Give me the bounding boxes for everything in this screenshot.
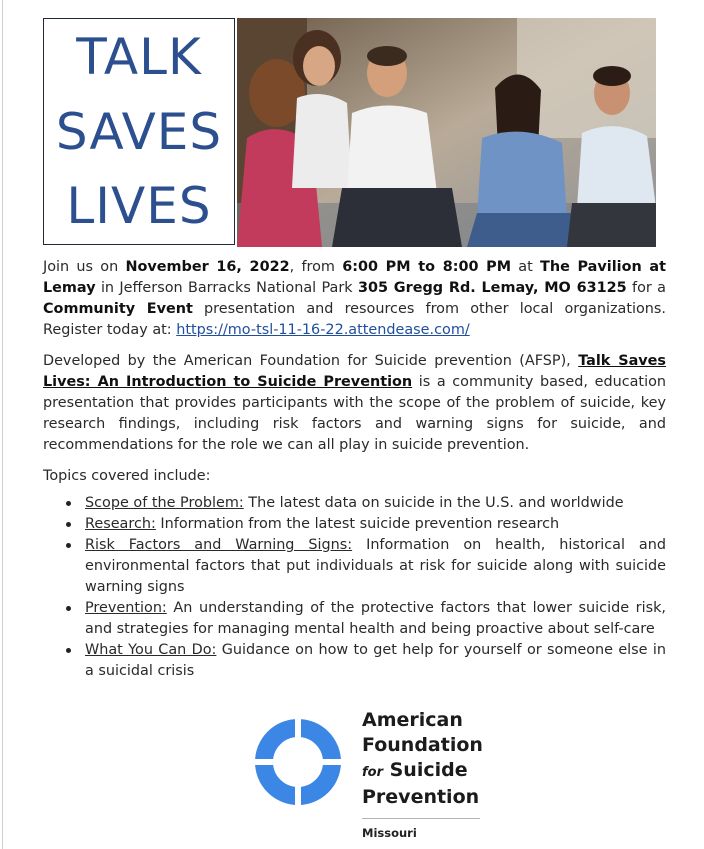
intro-text-2: , from: [289, 259, 343, 275]
logo-line-4: Prevention: [362, 786, 480, 808]
description-text-2: is a community based, education presentation that provides participants with the scope of the problem of suicide, key research findings, including risk factors and warning signs for suicide, and recommendations for the role we can all play in suicide prevention.: [43, 374, 666, 453]
list-item: [85, 598, 666, 640]
title-box: [43, 18, 235, 245]
afsp-logo: [252, 708, 492, 848]
page-edge-rule: [2, 0, 3, 849]
topic-text: Information from the latest suicide prevention research: [155, 516, 560, 532]
topic-text: An understanding of the protective factors that lower suicide risk, and strategies for managing mental health and being proactive about self-care: [85, 600, 666, 637]
event-venue: The Pavilion at Lemay: [43, 259, 666, 296]
intro-text-5: for a: [626, 280, 666, 296]
life-ring-icon: [252, 716, 344, 808]
list-item: [85, 493, 666, 514]
topic-text: Information on health, historical and environmental factors that put individuals at risk for suicide along with suicide warning signs: [85, 537, 666, 595]
program-title: Talk Saves Lives: An Introduction to Suicide Prevention: [43, 353, 667, 390]
title-line-talk: TALK: [76, 28, 202, 86]
register-link[interactable]: https://mo-tsl-11-16-22.attendease.com/: [176, 322, 470, 338]
topic-title: What You Can Do:: [85, 642, 217, 658]
event-address: 305 Gregg Rd. Lemay, MO 63125: [357, 280, 627, 296]
list-item: [85, 514, 666, 535]
logo-divider: [362, 818, 480, 819]
event-date: November 16, 2022: [125, 259, 290, 275]
title-line-lives: LIVES: [66, 177, 212, 235]
topic-title: Risk Factors and Warning Signs:: [85, 537, 353, 553]
description-paragraph: [43, 351, 666, 456]
logo-state: Missouri: [362, 826, 417, 840]
description-text-1: Developed by the American Foundation for Suicide prevention (AFSP),: [43, 353, 579, 369]
intro-text-1: Join us on: [43, 259, 126, 275]
logo-line-1: American: [362, 709, 463, 731]
list-item: [85, 640, 666, 682]
logo-line-3: [362, 758, 492, 785]
logo-line-2: Foundation: [362, 734, 483, 756]
intro-text-4: in Jefferson Barracks National Park: [95, 280, 358, 296]
logo-suicide: Suicide: [383, 759, 468, 781]
flyer-body: [43, 257, 666, 682]
topic-text: The latest data on suicide in the U.S. and worldwide: [243, 495, 624, 511]
topics-intro: Topics covered include:: [43, 468, 211, 484]
topic-title: Scope of the Problem:: [85, 495, 244, 511]
topic-title: Prevention:: [85, 600, 167, 616]
topic-text: Guidance on how to get help for yourself or someone else in a suicidal crisis: [85, 642, 666, 679]
event-time: 6:00 PM to 8:00 PM: [342, 259, 512, 275]
list-item: [85, 535, 666, 598]
logo-for: for: [362, 765, 383, 780]
group-photo: [237, 18, 656, 247]
topics-list: [43, 493, 666, 682]
intro-text-6: presentation and resources from other local organizations. Register today at:: [43, 301, 666, 338]
title-line-saves: SAVES: [55, 102, 223, 161]
intro-text-3: at: [511, 259, 541, 275]
topic-title: Research:: [85, 516, 156, 532]
afsp-wordmark: [362, 708, 492, 810]
event-type: Community Event: [43, 301, 193, 317]
event-intro-paragraph: [43, 257, 666, 341]
